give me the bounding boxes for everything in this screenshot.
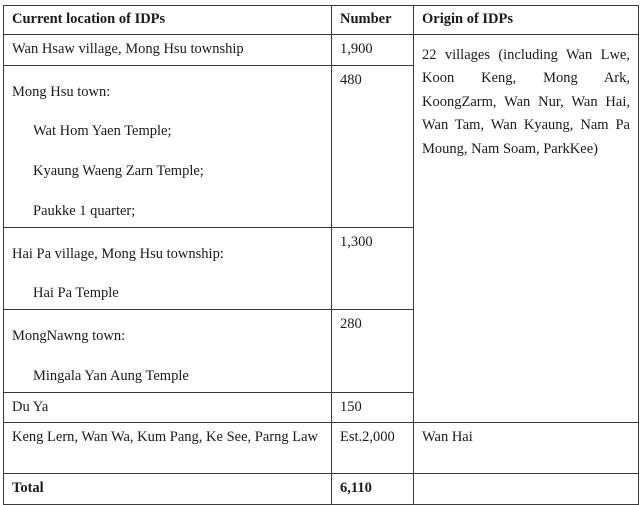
table-row	[4, 423, 639, 474]
table-row	[4, 34, 639, 65]
total-label: Total	[4, 474, 332, 505]
location-main: MongNawng town:	[12, 328, 126, 344]
location-main: Hai Pa village, Mong Hsu township:	[12, 245, 224, 262]
sublocation: Mingala Yan Aung Temple	[33, 367, 189, 384]
idp-table	[3, 5, 639, 505]
location-cell: Du Ya	[4, 392, 332, 423]
header-number: Number	[332, 6, 414, 35]
sublocation: Hai Pa Temple	[33, 285, 119, 302]
header-origin: Origin of IDPs	[414, 6, 639, 35]
number-cell: 1,900	[332, 34, 414, 65]
number-cell: 480	[332, 65, 414, 227]
origin-cell: Wan Hai	[414, 423, 639, 474]
header-location: Current location of IDPs	[4, 6, 332, 35]
sublocation: Wat Hom Yaen Temple;	[33, 123, 172, 140]
origin-cell: 22 villages (including Wan Lwe, Koon Keng, Mong Ark, KoongZarm, Wan Nur, Wan Hai, Wan Tam, Wan Kyaung, Nam Pa Moung, Nam Soam, ParkKee)	[414, 34, 639, 423]
sublocation: Paukke 1 quarter;	[33, 202, 136, 219]
number-cell: 150	[332, 392, 414, 423]
total-number: 6,110	[332, 474, 414, 505]
number-cell: Est.2,000	[332, 423, 414, 474]
sublocation: Kyaung Waeng Zarn Temple;	[33, 163, 204, 179]
location-cell: Wan Hsaw village, Mong Hsu township	[4, 34, 332, 65]
location-main: Mong Hsu town:	[12, 83, 111, 100]
location-cell	[4, 65, 332, 227]
total-origin-empty	[414, 474, 639, 505]
location-cell	[4, 310, 332, 393]
location-cell	[4, 227, 332, 310]
number-cell: 1,300	[332, 227, 414, 310]
number-cell: 280	[332, 310, 414, 393]
location-cell: Keng Lern, Wan Wa, Kum Pang, Ke See, Parng Law	[4, 423, 332, 474]
total-row	[4, 474, 639, 505]
